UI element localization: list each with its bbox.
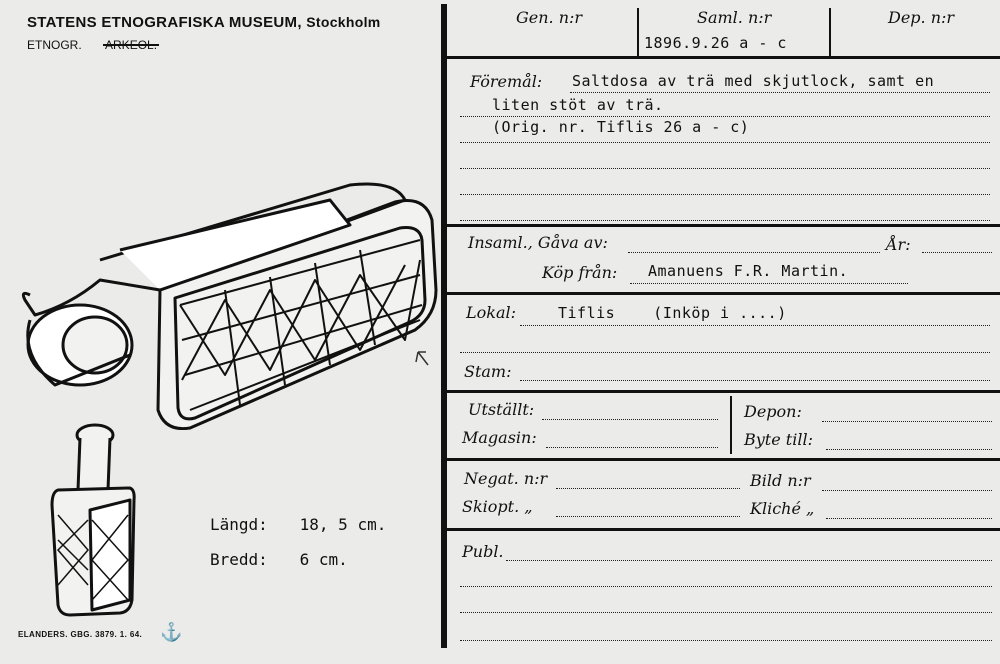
kop-value: Amanuens F.R. Martin.: [648, 262, 849, 280]
dotted-line: [556, 488, 740, 489]
lokal-value: Tiflis (Inköp i ....): [558, 304, 787, 322]
saml-nr-value: 1896.9.26 a - c: [644, 34, 787, 52]
section-rule: [447, 56, 1000, 59]
section-rule: [447, 224, 1000, 227]
dotted-line: [826, 518, 992, 519]
lokal-label: Lokal:: [466, 303, 516, 322]
dotted-line: [506, 560, 992, 561]
dotted-line: [922, 252, 992, 253]
salt-box-drawing: [0, 180, 440, 430]
dotted-line: [556, 516, 740, 517]
dotted-line: [460, 586, 992, 587]
printer-mark-icon: ⚓: [160, 622, 183, 643]
insaml-label: Insaml., Gåva av:: [468, 233, 608, 252]
dept-etnogr: ETNOGR.: [27, 38, 82, 52]
magasin-label: Magasin:: [462, 428, 537, 447]
dotted-line: [460, 116, 990, 117]
dotted-line: [460, 142, 990, 143]
saml-nr-label: Saml. n:r: [697, 8, 772, 27]
dotted-line: [822, 421, 992, 422]
ar-label: År:: [886, 235, 911, 254]
gen-nr-label: Gen. n:r: [516, 8, 583, 27]
department-line: [27, 38, 157, 52]
foremal-label: Föremål:: [470, 72, 543, 91]
dotted-line: [460, 168, 990, 169]
kliche-label: Kliché „: [750, 499, 815, 518]
dotted-line: [630, 283, 908, 284]
dotted-line: [546, 447, 718, 448]
dotted-line: [826, 449, 992, 450]
depon-label: Depon:: [744, 402, 802, 421]
printer-imprint: ELANDERS. GBG. 3879. 1. 64.: [18, 630, 143, 639]
byte-label: Byte till:: [744, 430, 813, 449]
section-rule: [447, 292, 1000, 295]
langd-row: [210, 515, 386, 534]
section-rule: [447, 458, 1000, 461]
dotted-line: [520, 380, 990, 381]
column-rule: [829, 8, 831, 56]
museum-title: [27, 14, 381, 31]
foremal-line2: liten stöt av trä.: [492, 96, 664, 114]
card-divider: [441, 4, 447, 648]
kop-label: Köp från:: [542, 263, 618, 282]
dotted-line: [460, 352, 990, 353]
column-rule: [637, 8, 639, 56]
dotted-line: [460, 612, 992, 613]
column-rule: [730, 396, 732, 454]
dep-nr-label: Dep. n:r: [888, 8, 955, 27]
publ-label: Publ.: [462, 542, 504, 561]
dotted-line: [460, 194, 990, 195]
negat-label: Negat. n:r: [464, 469, 548, 488]
stam-label: Stam:: [464, 362, 512, 381]
foremal-line3: (Orig. nr. Tiflis 26 a - c): [492, 118, 750, 136]
utstallt-label: Utställt:: [468, 400, 535, 419]
museum-city: Stockholm: [306, 14, 381, 30]
bredd-value: 6 cm.: [299, 550, 348, 569]
dotted-line: [628, 252, 880, 253]
foremal-line1: Saltdosa av trä med skjutlock, samt en: [572, 72, 935, 90]
dept-arkeol-struck: ARKEOL.: [105, 38, 158, 52]
bredd-label: Bredd:: [210, 550, 268, 569]
bild-label: Bild n:r: [750, 471, 811, 490]
section-rule: [447, 390, 1000, 393]
bredd-row: [210, 550, 348, 569]
dotted-line: [570, 92, 990, 93]
dotted-line: [460, 220, 990, 221]
dotted-line: [520, 325, 990, 326]
langd-value: 18, 5 cm.: [299, 515, 387, 534]
dotted-line: [542, 419, 718, 420]
museum-name: STATENS ETNOGRAFISKA MUSEUM,: [27, 14, 302, 31]
dotted-line: [822, 490, 992, 491]
langd-label: Längd:: [210, 515, 268, 534]
section-rule: [447, 528, 1000, 531]
small-box-drawing: [30, 420, 150, 620]
skiopt-label: Skiopt. „: [462, 497, 533, 516]
dotted-line: [460, 640, 992, 641]
